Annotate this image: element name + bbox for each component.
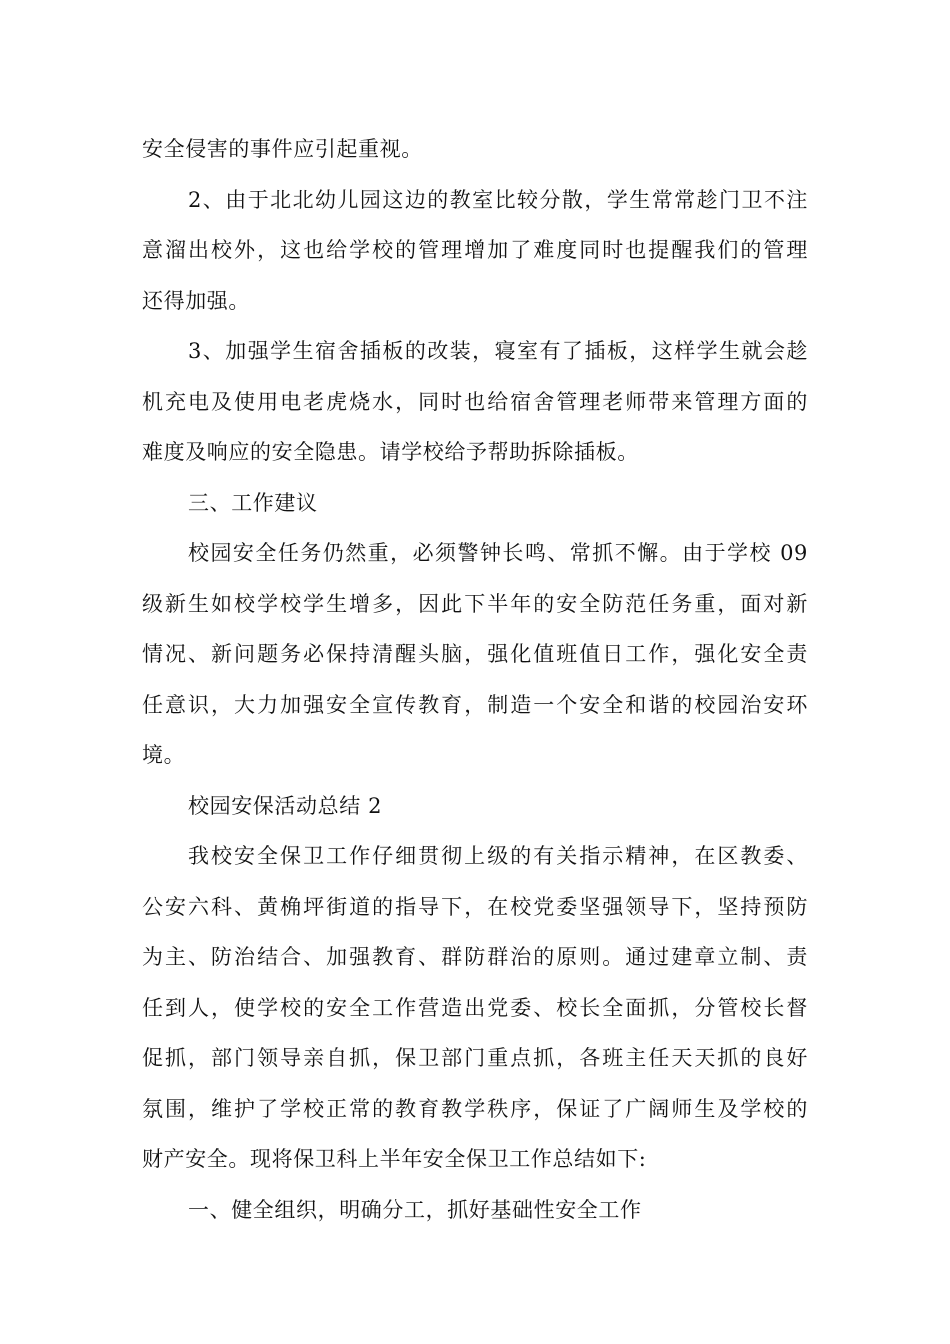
paragraph <box>142 175 808 327</box>
text-line: 任意识，大力加强安全宣传教育，制造一个安全和谐的校园治安环 <box>142 692 808 717</box>
text-line: 意溜出校外，这也给学校的管理增加了难度同时也提醒我们的管理 <box>142 238 808 262</box>
text-line: 校园安保活动总结 2 <box>188 793 383 818</box>
text-line: 境。 <box>142 743 186 767</box>
text-line: 我校安全保卫工作仔细贯彻上级的有关指示精神，在区教委、 <box>188 844 808 868</box>
text-line: 情况、新问题务必保持清醒头脑，强化值班值日工作，强化安全责 <box>142 642 808 666</box>
paragraph <box>142 528 808 781</box>
text-line: 还得加强。 <box>142 288 250 313</box>
text-line: 三、工作建议 <box>188 490 318 515</box>
text-line: 任到人，使学校的安全工作营造出党委、校长全面抓，分管校长督 <box>142 995 808 1020</box>
paragraph <box>142 326 808 478</box>
text-line: 级新生如校学校学生增多，因此下半年的安全防范任务重，面对新 <box>142 591 808 616</box>
text-line: 安全侵害的事件应引起重视。 <box>142 137 423 161</box>
text-line: 公安六科、黄桷坪街道的指导下，在校党委坚强领导下，坚持预防 <box>142 894 808 919</box>
text-line: 难度及响应的安全隐患。请学校给予帮助拆除插板。 <box>142 440 639 464</box>
text-line: 促抓，部门领导亲自抓，保卫部门重点抓，各班主任天天抓的良好 <box>142 1046 808 1070</box>
paragraph <box>142 781 808 832</box>
document-body <box>142 124 808 1235</box>
text-line: 校园安全任务仍然重，必须警钟长鸣、常抓不懈。由于学校 09 <box>188 541 808 565</box>
text-line: 财产安全。现将保卫科上半年安全保卫工作总结如下: <box>142 1147 647 1171</box>
text-line: 2、由于北北幼儿园这边的教室比较分散，学生常常趁门卫不注 <box>188 187 808 212</box>
text-line: 机充电及使用电老虎烧水，同时也给宿舍管理老师带来管理方面的 <box>142 389 808 414</box>
text-line: 为主、防治结合、加强教育、群防群治的原则。通过建章立制、责 <box>142 945 808 969</box>
text-line: 一、健全组织，明确分工，抓好基础性安全工作 <box>188 1197 642 1222</box>
paragraph <box>142 478 808 529</box>
paragraph <box>142 124 808 175</box>
paragraph <box>142 831 808 1185</box>
text-line: 氛围，维护了学校正常的教育教学秩序，保证了广阔师生及学校的 <box>142 1096 808 1121</box>
text-line: 3、加强学生宿舍插板的改装，寝室有了插板，这样学生就会趁 <box>188 339 808 363</box>
paragraph <box>142 1185 808 1236</box>
